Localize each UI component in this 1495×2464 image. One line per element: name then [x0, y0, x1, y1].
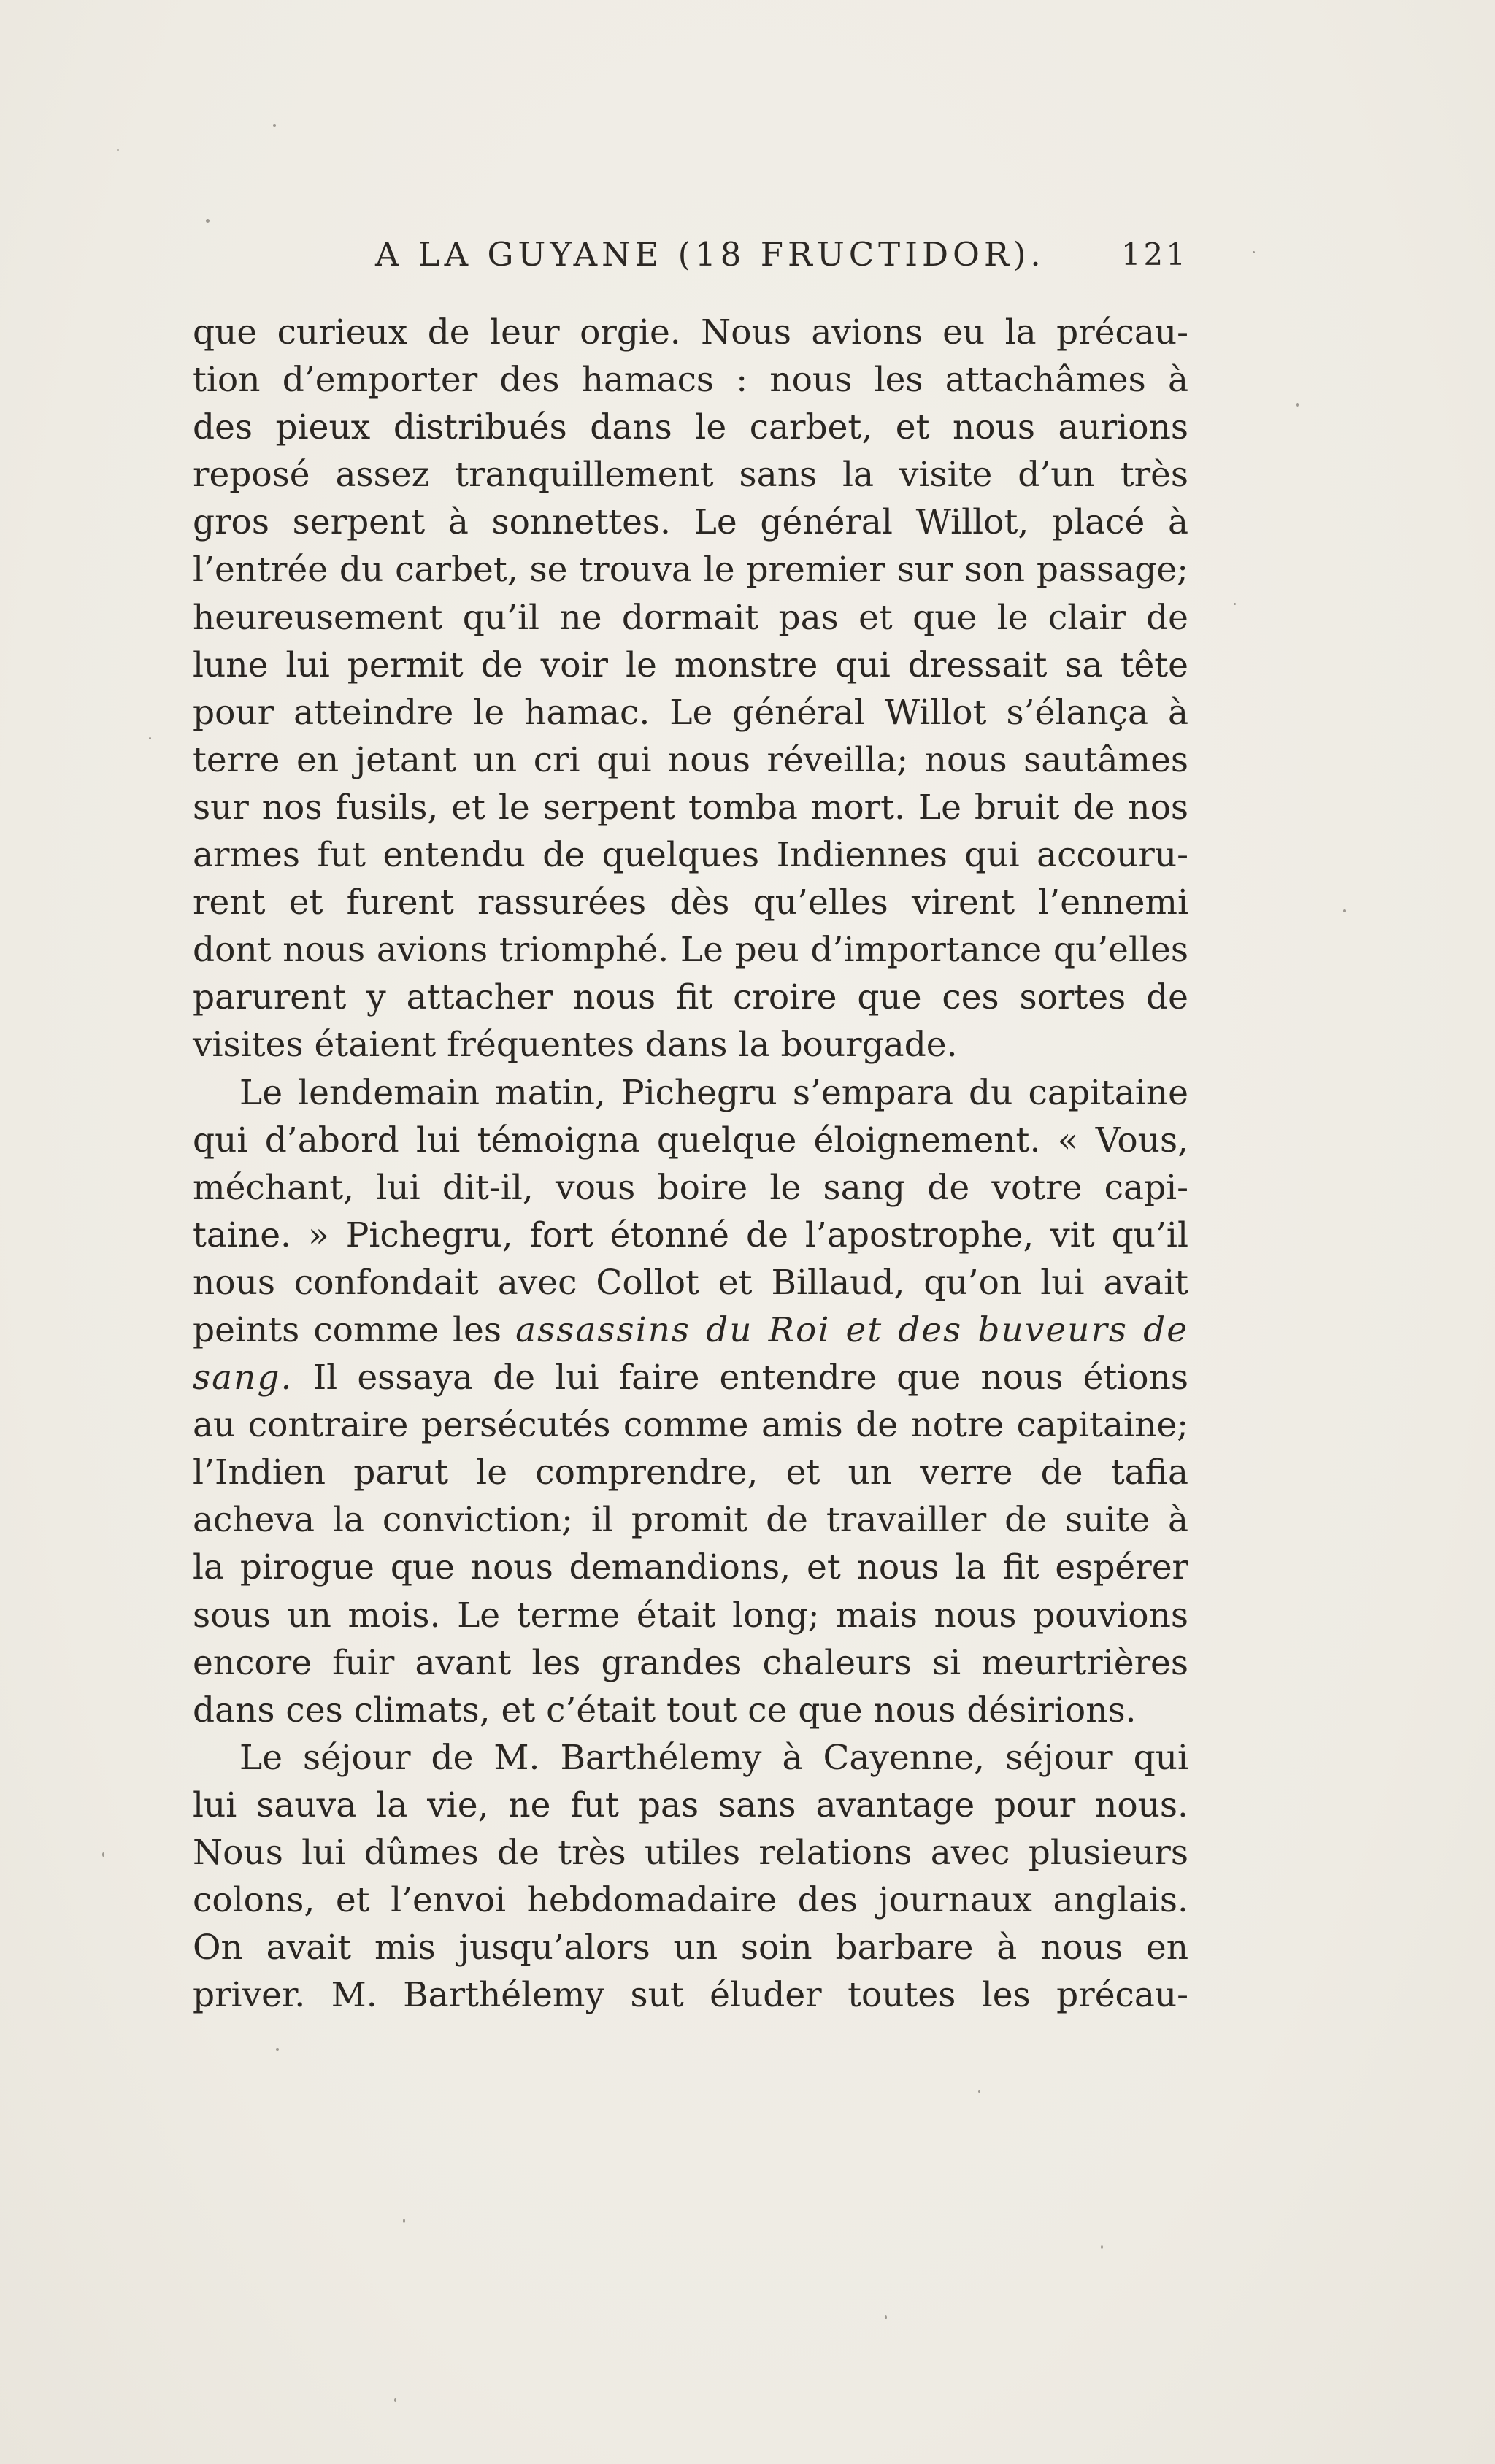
text-line: l’Indien parut le comprendre, et un verre de tafia — [193, 1452, 1188, 1493]
running-head — [193, 235, 1188, 286]
text-line: tion d’emporter des hamacs : nous les attachâmes à — [193, 360, 1188, 401]
text-line: des pieux distribués dans le carbet, et nous aurions — [193, 407, 1188, 448]
text-line: que curieux de leur orgie. Nous avions eu la précau- — [193, 312, 1188, 353]
text-segment: peints comme les — [193, 1309, 501, 1350]
text-line: sur nos fusils, et le serpent tomba mort. Le bruit de nos — [193, 787, 1188, 828]
text-line: nous confondait avec Collot et Billaud, qu’on lui avait — [193, 1262, 1188, 1303]
text-line: sous un mois. Le terme était long; mais nous pouvions — [193, 1595, 1188, 1636]
text-line: lui sauva la vie, ne fut pas sans avantage pour nous. — [193, 1785, 1188, 1825]
text-line: colons, et l’envoi hebdomadaire des journaux anglais. — [193, 1880, 1188, 1921]
running-title: A LA GUYANE (18 FRUCTIDOR). — [375, 235, 1045, 274]
text-line: qui d’abord lui témoigna quelque éloignement. « Vous, — [193, 1120, 1188, 1160]
text-line: méchant, lui dit-il, vous boire le sang de votre capi- — [193, 1167, 1188, 1208]
text-line: encore fuir avant les grandes chaleurs si meurtrières — [193, 1642, 1188, 1683]
text-line: pour atteindre le hamac. Le général Willot s’élança à — [193, 692, 1188, 733]
text-line — [193, 1354, 1188, 1401]
text-line: heureusement qu’il ne dormait pas et que le clair de — [193, 597, 1188, 638]
text-line: Le séjour de M. Barthélemy à Cayenne, séjour qui — [239, 1737, 1188, 1778]
text-line: On avait mis jusqu’alors un soin barbare à nous en — [193, 1928, 1188, 1968]
text-line: la pirogue que nous demandions, et nous la fit espérer — [193, 1547, 1188, 1588]
text-line: gros serpent à sonnettes. Le général Willot, placé à — [193, 502, 1188, 543]
body-text — [193, 309, 1188, 2019]
text-line: rent et furent rassurées dès qu’elles virent l’ennemi — [193, 882, 1188, 923]
text-line: visites étaient fréquentes dans la bourgade. — [193, 1025, 958, 1066]
text-line: armes fut entendu de quelques Indiennes qui accouru- — [193, 835, 1188, 876]
text-line: terre en jetant un cri qui nous réveilla; nous sautâmes — [193, 739, 1188, 780]
text-line: Nous lui dûmes de très utiles relations avec plusieurs — [193, 1833, 1188, 1873]
text-line: taine. » Pichegru, fort étonné de l’apostrophe, vit qu’il — [193, 1214, 1188, 1255]
text-line: dans ces climats, et c’était tout ce que nous désirions. — [193, 1690, 1137, 1730]
text-line: dont nous avions triomphé. Le peu d’importance qu’elles — [193, 930, 1188, 971]
text-line: l’entrée du carbet, se trouva le premier sur son passage; — [193, 550, 1188, 590]
text-line: acheva la conviction; il promit de travailler de suite à — [193, 1500, 1188, 1541]
text-line — [193, 1306, 1188, 1354]
text-line: priver. M. Barthélemy sut éluder toutes les précau- — [193, 1975, 1188, 2016]
text-line: au contraire persécutés comme amis de notre capitaine; — [193, 1405, 1188, 1446]
text-line: parurent y attacher nous fit croire que ces sortes de — [193, 977, 1188, 1018]
italic-phrase: sang. — [193, 1358, 293, 1398]
text-line: Le lendemain matin, Pichegru s’empara du capitaine — [239, 1072, 1188, 1113]
text-line: reposé assez tranquillement sans la visite d’un très — [193, 455, 1188, 496]
italic-phrase: assassins du Roi et des buveurs de — [515, 1309, 1189, 1350]
text-segment: Il essaya de lui faire entendre que nous étions — [312, 1358, 1188, 1398]
text-line: lune lui permit de voir le monstre qui dressait sa tête — [193, 644, 1188, 685]
page-number: 121 — [1121, 236, 1188, 272]
